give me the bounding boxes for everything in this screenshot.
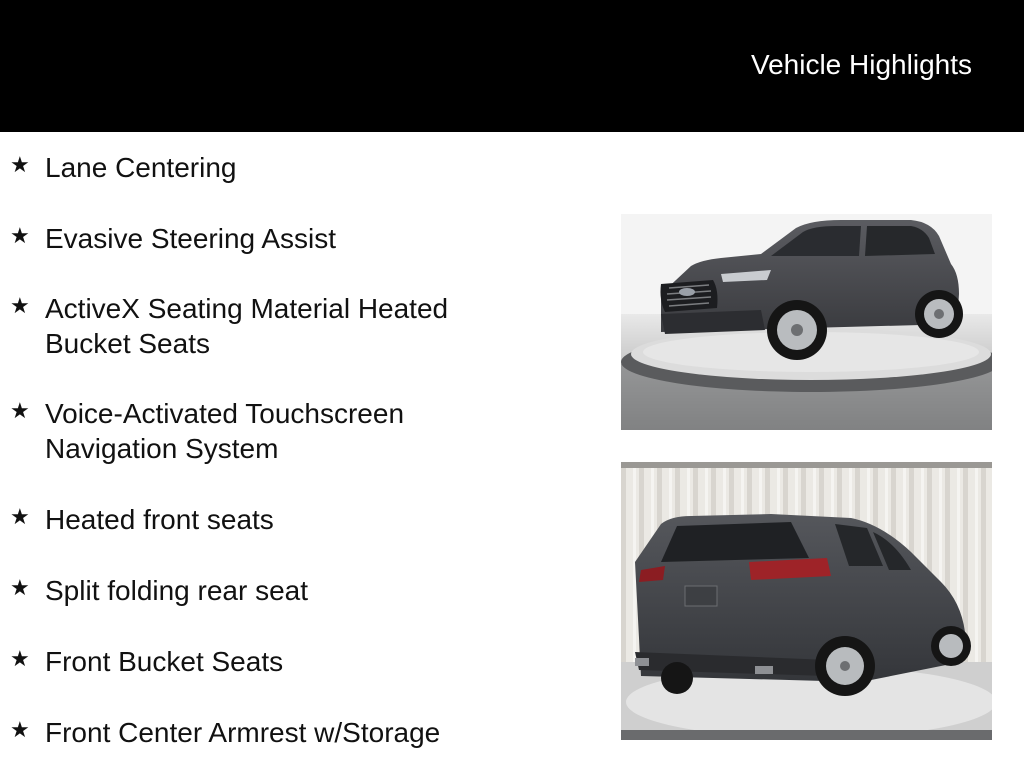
feature-label: Split folding rear seat	[45, 575, 309, 606]
star-icon: ★	[10, 717, 30, 742]
feature-label: Heated front seats	[45, 504, 274, 535]
feature-item	[0, 150, 520, 185]
feature-item	[0, 291, 520, 361]
page-title: Vehicle Highlights	[750, 49, 972, 80]
feature-item	[0, 715, 520, 750]
feature-item	[0, 644, 520, 679]
page-header	[0, 0, 1024, 132]
feature-label: Voice-Activated Touchscreen Navigation System	[45, 398, 405, 464]
feature-item	[0, 573, 520, 608]
star-icon: ★	[10, 646, 30, 671]
feature-label: Front Bucket Seats	[45, 646, 284, 677]
star-icon: ★	[10, 575, 30, 600]
feature-item	[0, 396, 520, 466]
star-icon: ★	[10, 504, 30, 529]
star-icon: ★	[10, 398, 30, 423]
feature-label: Lane Centering	[45, 152, 237, 183]
star-icon: ★	[10, 293, 30, 318]
feature-label: Evasive Steering Assist	[45, 223, 337, 254]
feature-item	[0, 221, 520, 256]
suv-front-image	[621, 214, 992, 430]
feature-item	[0, 502, 520, 537]
vehicle-photo-front[interactable]	[621, 214, 992, 430]
star-icon: ★	[10, 152, 30, 177]
feature-label: ActiveX Seating Material Heated Bucket Seats	[45, 293, 449, 359]
vehicle-photo-rear[interactable]	[621, 462, 992, 740]
star-icon: ★	[10, 223, 30, 248]
suv-rear-image	[621, 462, 992, 740]
feature-label: Front Center Armrest w/Storage	[45, 717, 441, 748]
